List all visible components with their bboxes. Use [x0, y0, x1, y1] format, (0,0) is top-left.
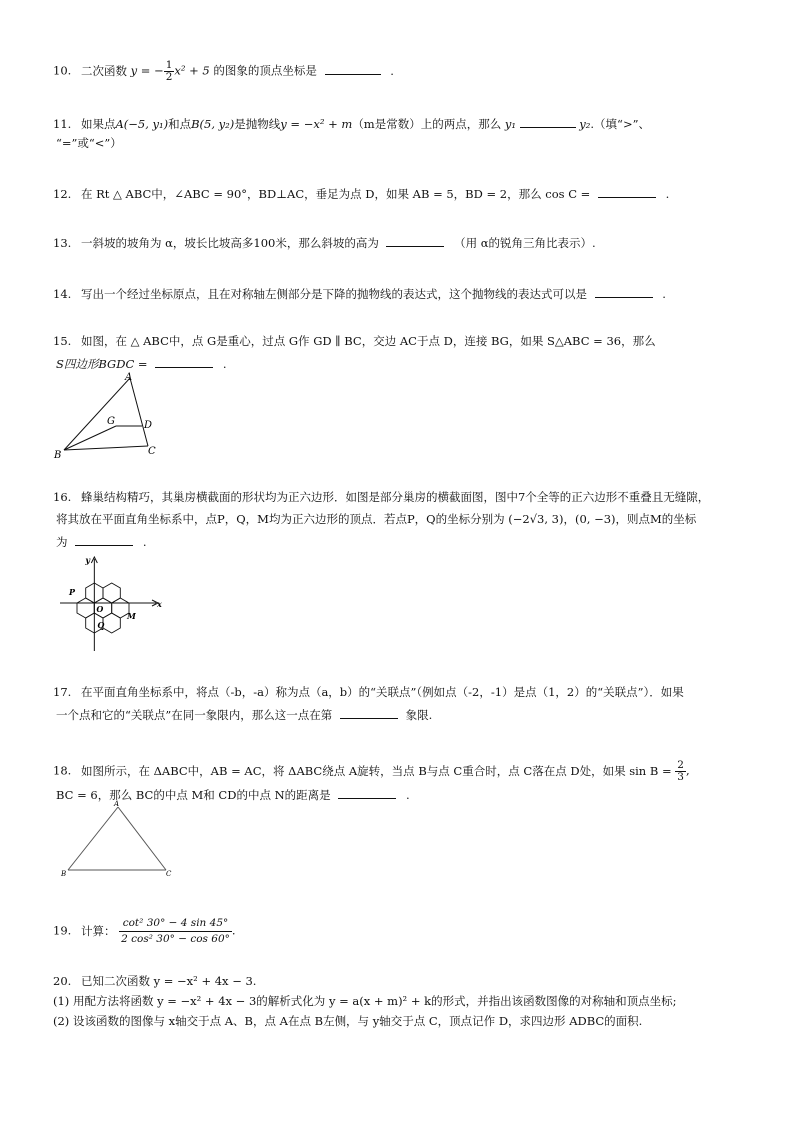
- question-text: BC = 6，那么 BC的中点 M和 CD的中点 N的距离是: [56, 788, 331, 802]
- question-number: 18.: [53, 763, 72, 778]
- label-d: D: [144, 420, 153, 431]
- question-text: 的图象的顶点坐标是: [213, 63, 317, 78]
- area-expression: S四边形BGDC =: [56, 357, 148, 371]
- fraction: $\frac{2}{3}$: [677, 759, 684, 783]
- answer-blank[interactable]: [155, 355, 213, 368]
- question-text: 计算：: [80, 923, 116, 938]
- question-12: [53, 185, 669, 202]
- period: .: [222, 357, 227, 371]
- question-20-part-1: (1) 用配方法将函数 y = −x² + 4x − 3的解析式化为 y = a(x + m)² + k的形式，并指出该函数图像的对称轴和顶点坐标;: [53, 994, 677, 1008]
- label-c: C: [148, 446, 156, 457]
- period: .: [231, 923, 236, 938]
- question-text: 如图所示，在 ΔABC中，AB = AC，将 ΔABC绕点 A旋转，当点 B与点 C重合时，点 C落在点 D处，如果 sin B =: [80, 763, 672, 778]
- question-text: 和点: [168, 117, 192, 131]
- question-text: 写出一个经过坐标原点，且在对称轴左侧部分是下降的抛物线的表达式，这个抛物线的表达式可以是: [80, 287, 587, 301]
- label-o: O: [96, 604, 104, 614]
- hexagon-4: [103, 613, 120, 633]
- question-17-line-2: [56, 706, 432, 723]
- question-text: （m是常数）上的两点，那么: [352, 117, 502, 131]
- math-expression: y = −: [130, 63, 164, 78]
- answer-blank[interactable]: [340, 706, 398, 719]
- point-b: B(5, y₂): [191, 117, 235, 131]
- question-16-line-3: [56, 533, 146, 550]
- fraction: $\frac{1}{2}$: [165, 59, 173, 83]
- question-16: [53, 489, 709, 505]
- period: .: [390, 63, 394, 78]
- answer-blank[interactable]: [595, 285, 653, 298]
- label-g: G: [107, 416, 115, 427]
- label-m: M: [126, 611, 136, 621]
- question-text: 已知二次函数 y = −x² + 4x − 3.: [80, 974, 257, 988]
- question-11: [53, 115, 650, 132]
- question-15: [53, 333, 656, 349]
- label-b: B: [54, 450, 62, 461]
- question-number: 16.: [53, 490, 72, 504]
- question-number: 10.: [53, 63, 72, 78]
- y2: y₂: [579, 117, 591, 131]
- answer-blank[interactable]: [520, 115, 576, 128]
- question-text: 如果点: [80, 117, 116, 131]
- period: .: [665, 187, 670, 201]
- label-c: C: [166, 870, 172, 878]
- question-11-line-2: “=”或“<”）: [56, 136, 122, 150]
- question-10: [53, 60, 394, 83]
- fraction: $\frac{\text{cot² 30° − 4 sin 45°}}{\text{2 cos² 30° − cos 60°}}$: [121, 917, 230, 945]
- question-18: 18. 如图所示，在 ΔABC中，AB = AC，将 ΔABC绕点 A旋转，当点 B与点 C重合时，点 C落在点 D处，如果 sin B = $\frac{2}{3}$ ,: [53, 759, 690, 783]
- question-15-line-2: [56, 355, 227, 372]
- question-number: 15.: [53, 334, 72, 348]
- answer-blank[interactable]: [75, 533, 133, 546]
- question-text: .（填“>”、: [590, 117, 650, 131]
- label-a: A: [114, 800, 120, 808]
- answer-blank[interactable]: [338, 786, 396, 799]
- question-text: 象限.: [405, 708, 433, 722]
- question-number: 20.: [53, 974, 72, 988]
- question-text: 如图，在 △ ABC中，点 G是重心，过点 G作 GD ∥ BC，交边 AC于点 D，连接 BG，如果 S△ABC = 36，那么: [80, 334, 656, 348]
- question-number: 19.: [53, 923, 72, 938]
- answer-blank[interactable]: [598, 185, 656, 198]
- y1: y₁: [504, 117, 516, 131]
- question-number: 17.: [53, 685, 72, 699]
- question-number: 13.: [53, 236, 72, 250]
- parabola-expression: y = −x² + m: [280, 117, 353, 131]
- question-number: 14.: [53, 287, 72, 301]
- question-number: 12.: [53, 187, 72, 201]
- label-b: B: [61, 870, 67, 878]
- question-text: 二次函数: [80, 63, 127, 78]
- label-x: x: [157, 599, 162, 609]
- period: .: [662, 287, 666, 301]
- hexagon-6: [103, 583, 120, 603]
- question-text: 在 Rt △ ABC中，∠ABC = 90°，BD⊥AC，垂足为点 D，如果 AB = 5，BD = 2，那么 cos C =: [80, 187, 591, 201]
- question-number: 11.: [53, 117, 72, 131]
- question-20: [53, 973, 256, 989]
- label-q: Q: [97, 620, 105, 630]
- answer-blank[interactable]: [386, 234, 444, 247]
- question-text: 在平面直角坐标系中，将点（-b，-a）称为点（a，b）的“关联点”（例如点（-2，-1）是点（1，2）的“关联点”）．如果: [80, 685, 684, 699]
- triangle-figure-15: [52, 372, 162, 464]
- question-14: [53, 285, 666, 302]
- question-text: 一斜坡的坡角为 α，坡长比坡高多100米，那么斜坡的高为: [80, 236, 379, 250]
- question-text: 蜂巢结构精巧，其巢房横截面的形状均为正六边形．如图是部分巢房的横截面图，图中7个全等的正六边形不重叠且无缝隙，: [80, 490, 710, 504]
- period: .: [405, 788, 410, 802]
- honeycomb-figure-16: [56, 555, 166, 655]
- question-13: [53, 234, 596, 251]
- math-expression: x² + 5: [174, 63, 210, 78]
- label-p: P: [69, 587, 76, 597]
- label-y: y: [85, 555, 90, 565]
- label-a: A: [125, 372, 133, 383]
- answer-blank[interactable]: [325, 62, 381, 75]
- question-18-line-2: [56, 786, 410, 803]
- question-19: [53, 916, 236, 947]
- question-16-line-2: 将其放在平面直角坐标系中，点P，Q，M均为正六边形的顶点．若点P，Q的坐标分别为 (−2√3, 3)，(0, −3)，则点M的坐标: [56, 512, 697, 526]
- question-text: 一个点和它的“关联点”在同一象限内，那么这一点在第: [56, 708, 333, 722]
- point-a: A(−5, y₁): [115, 117, 169, 131]
- question-20-part-2: (2) 设该函数的图像与 x轴交于点 A、B，点 A在点 B左侧，与 y轴交于点 C，顶点记作 D，求四边形 ADBC的面积.: [53, 1014, 643, 1028]
- triangle-figure-18: [60, 800, 180, 881]
- question-text: 是抛物线: [234, 117, 281, 131]
- question-text: （用 α的锐角三角比表示）.: [454, 236, 596, 250]
- question-text: 为: [56, 535, 68, 549]
- period: .: [142, 535, 147, 549]
- question-17: [53, 684, 684, 700]
